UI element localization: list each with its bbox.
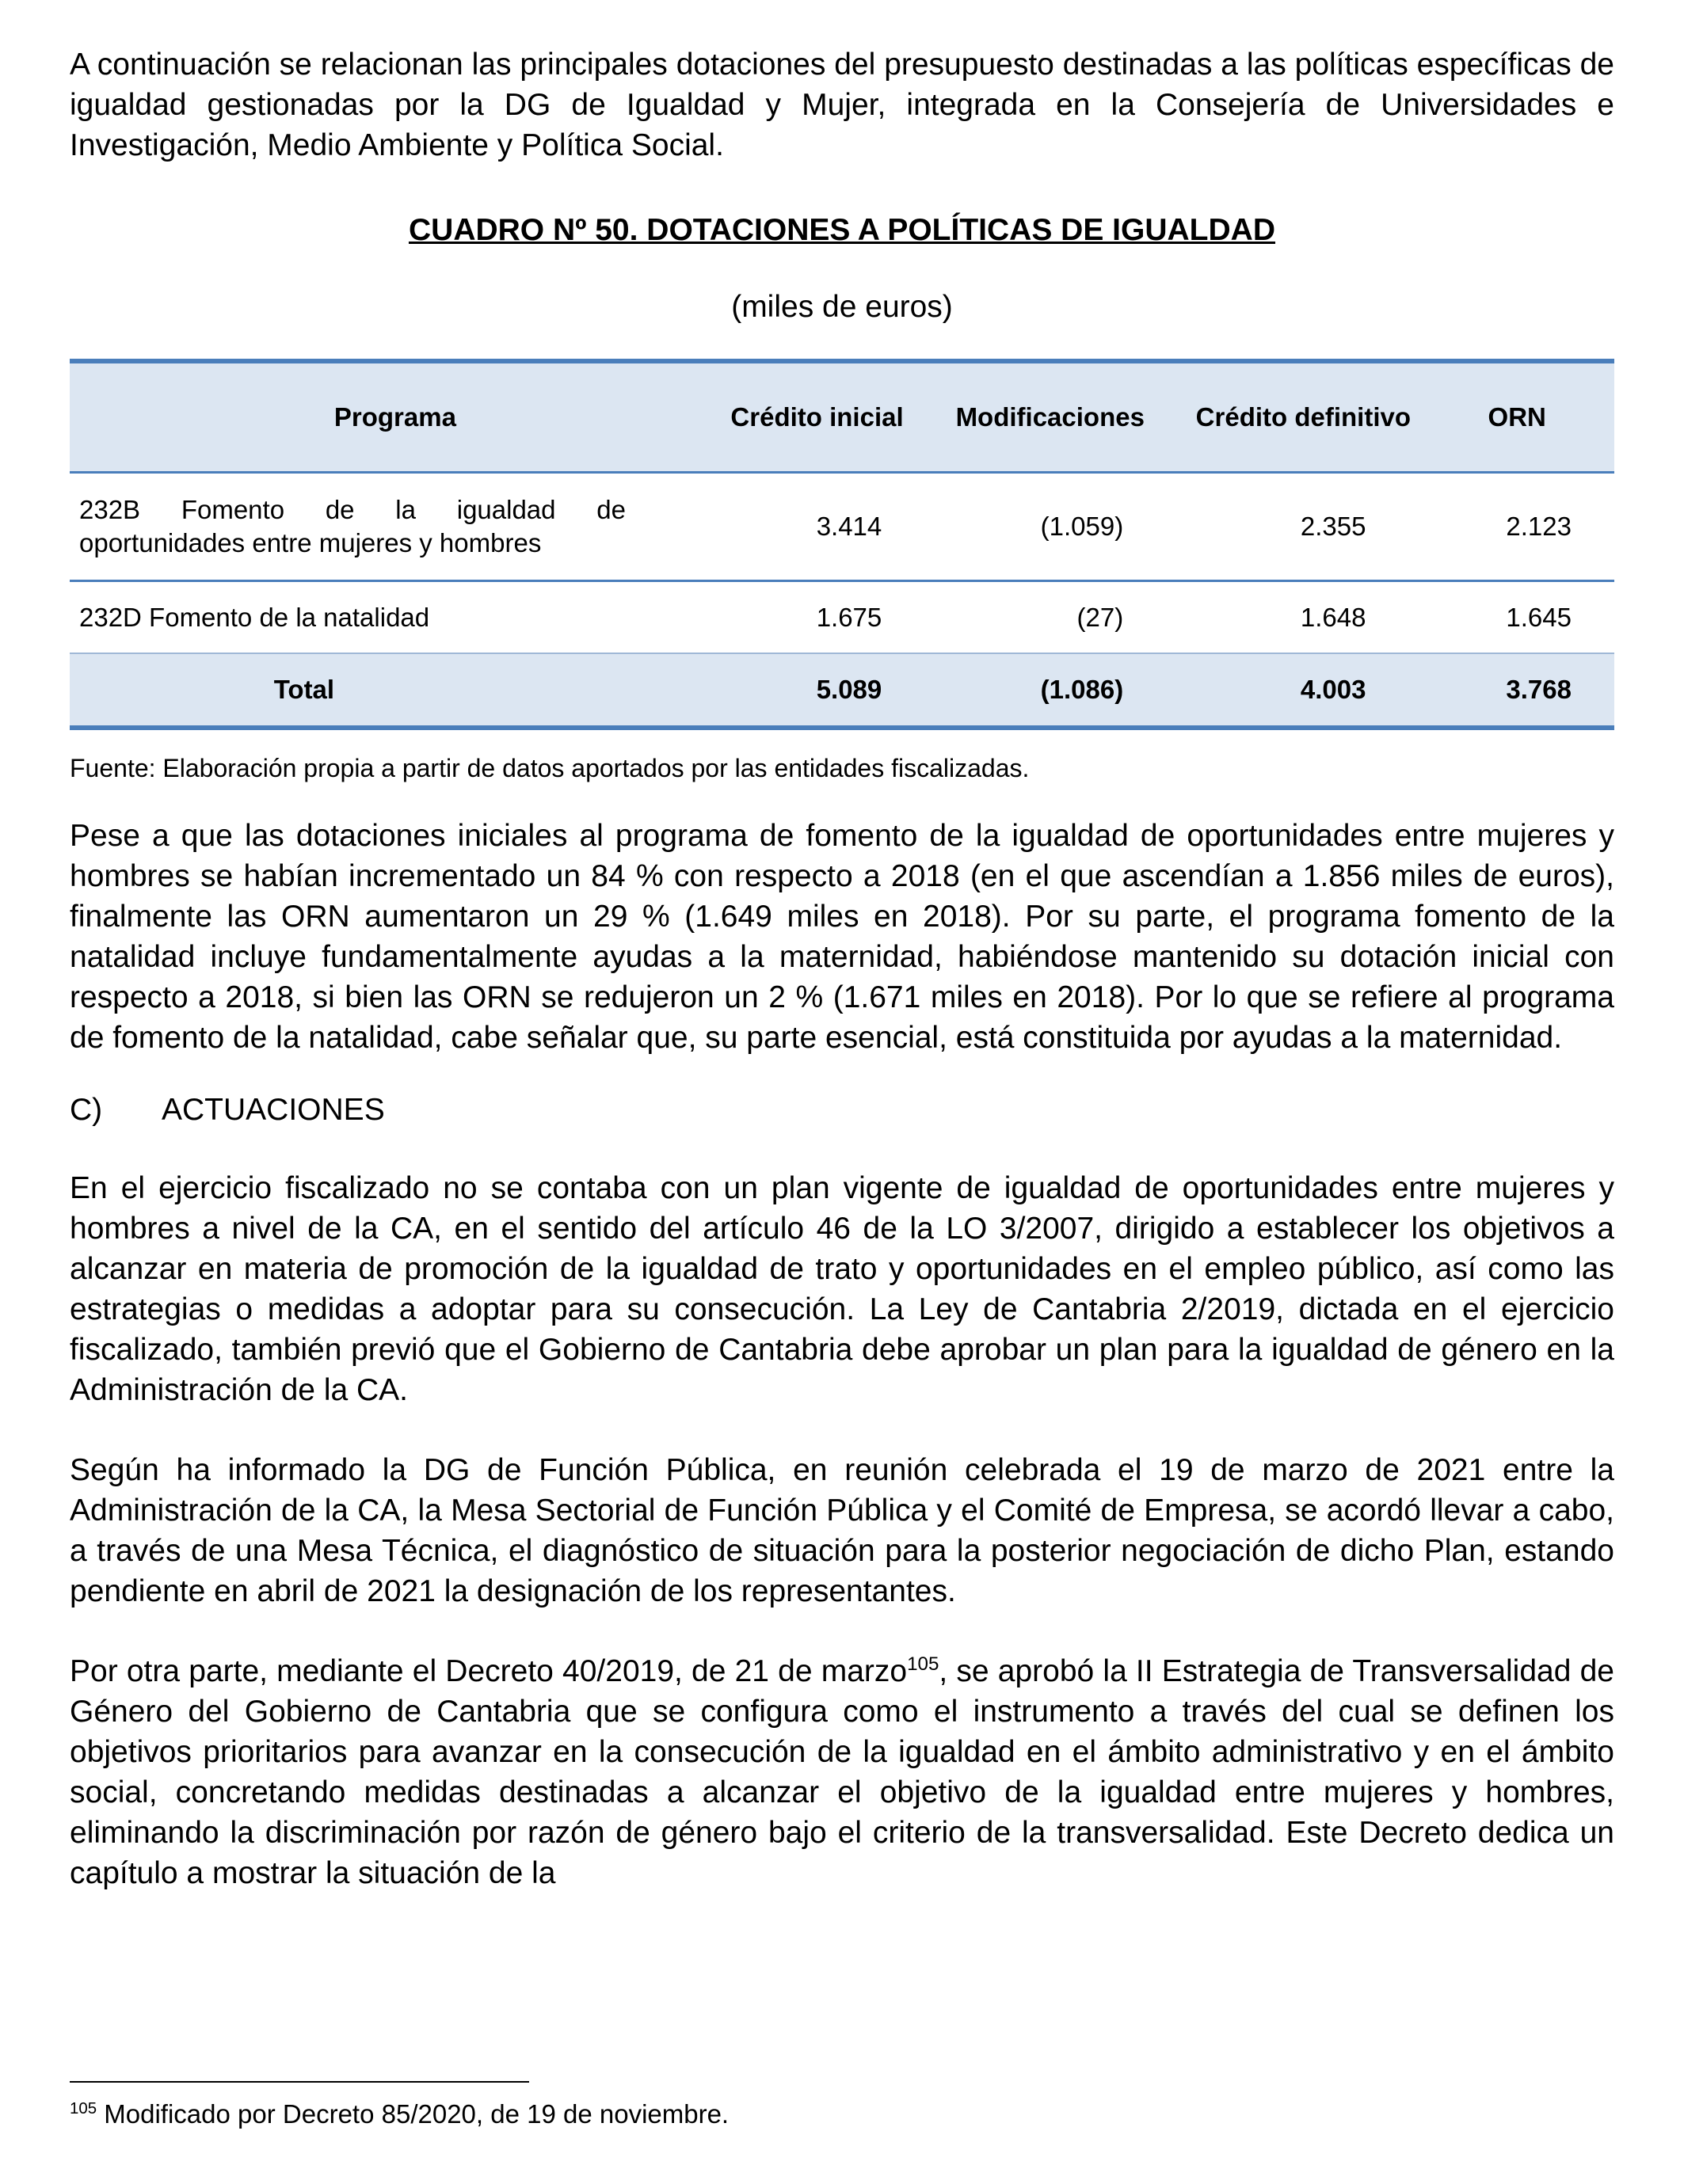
table-row <box>70 581 1614 654</box>
row-modificaciones: (1.059) <box>913 473 1187 581</box>
paragraph-funcion-publica: Según ha informado la DG de Función Pública, en reunión celebrada el 19 de marzo de 2021 entre la Administración de la CA, la Mesa Sectorial de Función Pública y el Comité de Empresa, se acordó llevar a cabo, a través de una Mesa Técnica, el diagnóstico de situación para la posterior negociación de dicho Plan, estando pendiente en abril de 2021 la designación de los representantes. <box>70 1453 1614 1608</box>
table-row <box>70 473 1614 581</box>
footnote <box>70 2097 729 2132</box>
budget-table <box>70 359 1614 730</box>
row-modificaciones: (27) <box>913 581 1187 654</box>
total-modificaciones: (1.086) <box>913 653 1187 728</box>
paragraph-estrategia <box>70 1651 1614 1893</box>
header-modificaciones: Modificaciones <box>913 361 1187 473</box>
row-credito-definitivo: 2.355 <box>1187 473 1419 581</box>
row-programa <box>70 473 721 581</box>
footnote-divider <box>70 2081 529 2083</box>
section-letter: C) <box>70 1093 103 1127</box>
header-credito-inicial: Crédito inicial <box>721 361 913 473</box>
paragraph-plan: En el ejercicio fiscalizado no se contaba con un plan vigente de igualdad de oportunidades entre mujeres y hombres a nivel de la CA, en el sentido del artículo 46 de la LO 3/2007, dirigido a establecer los objetivos a alcanzar en materia de promoción de la igualdad de trato y oportunidades en el empleo público, así como las estrategias o medidas a adoptar para su consecución. La Ley de Cantabria 2/2019, dictada en el ejercicio fiscalizado, también previó que el Gobierno de Cantabria debe aprobar un plan para la igualdad de género en la Administración de la CA. <box>70 1171 1614 1407</box>
row-programa: 232D Fomento de la natalidad <box>70 581 721 654</box>
header-credito-definitivo: Crédito definitivo <box>1187 361 1419 473</box>
document-page <box>70 44 1614 1893</box>
paragraph-estrategia-start: Por otra parte, mediante el Decreto 40/2019, de 21 de marzo <box>70 1654 908 1688</box>
total-orn: 3.768 <box>1419 653 1614 728</box>
table-source: Fuente: Elaboración propia a partir de datos aportados por las entidades fiscalizadas. <box>70 754 1030 782</box>
intro-paragraph: A continuación se relacionan las principales dotaciones del presupuesto destinadas a las políticas específicas de igualdad gestionadas por la DG de Igualdad y Mujer, integrada en la Consejería de Universidades e Investigación, Medio Ambiente y Política Social. <box>70 48 1614 162</box>
paragraph-estrategia-rest: , se aprobó la II Estrategia de Transversalidad de Género del Gobierno de Cantabria que se configura como el instrumento a través del cual se definen los objetivos prioritarios para avanzar en la consecución de la igualdad en el ámbito administrativo y en el ámbito social, concretando medidas destinadas a alcanzar el objetivo de la igualdad entre mujeres y hombres, eliminando la discriminación por razón de género bajo el criterio de la transversalidad. Este Decreto dedica un capítulo a mostrar la situación de la <box>70 1654 1614 1890</box>
total-credito-inicial: 5.089 <box>721 653 913 728</box>
section-heading <box>70 1090 1614 1130</box>
header-programa: Programa <box>70 361 721 473</box>
total-credito-definitivo: 4.003 <box>1187 653 1419 728</box>
row-programa-text: 232B Fomento de la igualdad de oportunidades entre mujeres y hombres <box>79 495 626 557</box>
row-credito-inicial: 1.675 <box>721 581 913 654</box>
footnote-number: 105 <box>70 2099 97 2117</box>
paragraph-dotaciones: Pese a que las dotaciones iniciales al programa de fomento de la igualdad de oportunidades entre mujeres y hombres se habían incrementado un 84 % con respecto a 2018 (en el que ascendían a 1.856 miles de euros), finalmente las ORN aumentaron un 29 % (1.649 miles en 2018). Por su parte, el programa fomento de la natalidad incluye fundamentalmente ayudas a la maternidad, habiéndose mantenido su dotación inicial con respecto a 2018, si bien las ORN se redujeron un 2 % (1.671 miles en 2018). Por lo que se refiere al programa de fomento de la natalidad, cabe señalar que, su parte esencial, está constituida por ayudas a la maternidad. <box>70 819 1614 1055</box>
total-label: Total <box>70 653 721 728</box>
table-header-row <box>70 361 1614 473</box>
footnote-reference[interactable]: 105 <box>907 1653 939 1675</box>
header-orn: ORN <box>1419 361 1614 473</box>
table-total-row <box>70 653 1614 728</box>
row-orn: 2.123 <box>1419 473 1614 581</box>
row-credito-inicial: 3.414 <box>721 473 913 581</box>
section-title: ACTUACIONES <box>162 1093 385 1127</box>
table-units: (miles de euros) <box>731 290 953 324</box>
table-title: CUADRO Nº 50. DOTACIONES A POLÍTICAS DE IGUALDAD <box>408 213 1276 247</box>
row-credito-definitivo: 1.648 <box>1187 581 1419 654</box>
footnote-text: Modificado por Decreto 85/2020, de 19 de noviembre. <box>97 2099 730 2129</box>
row-orn: 1.645 <box>1419 581 1614 654</box>
